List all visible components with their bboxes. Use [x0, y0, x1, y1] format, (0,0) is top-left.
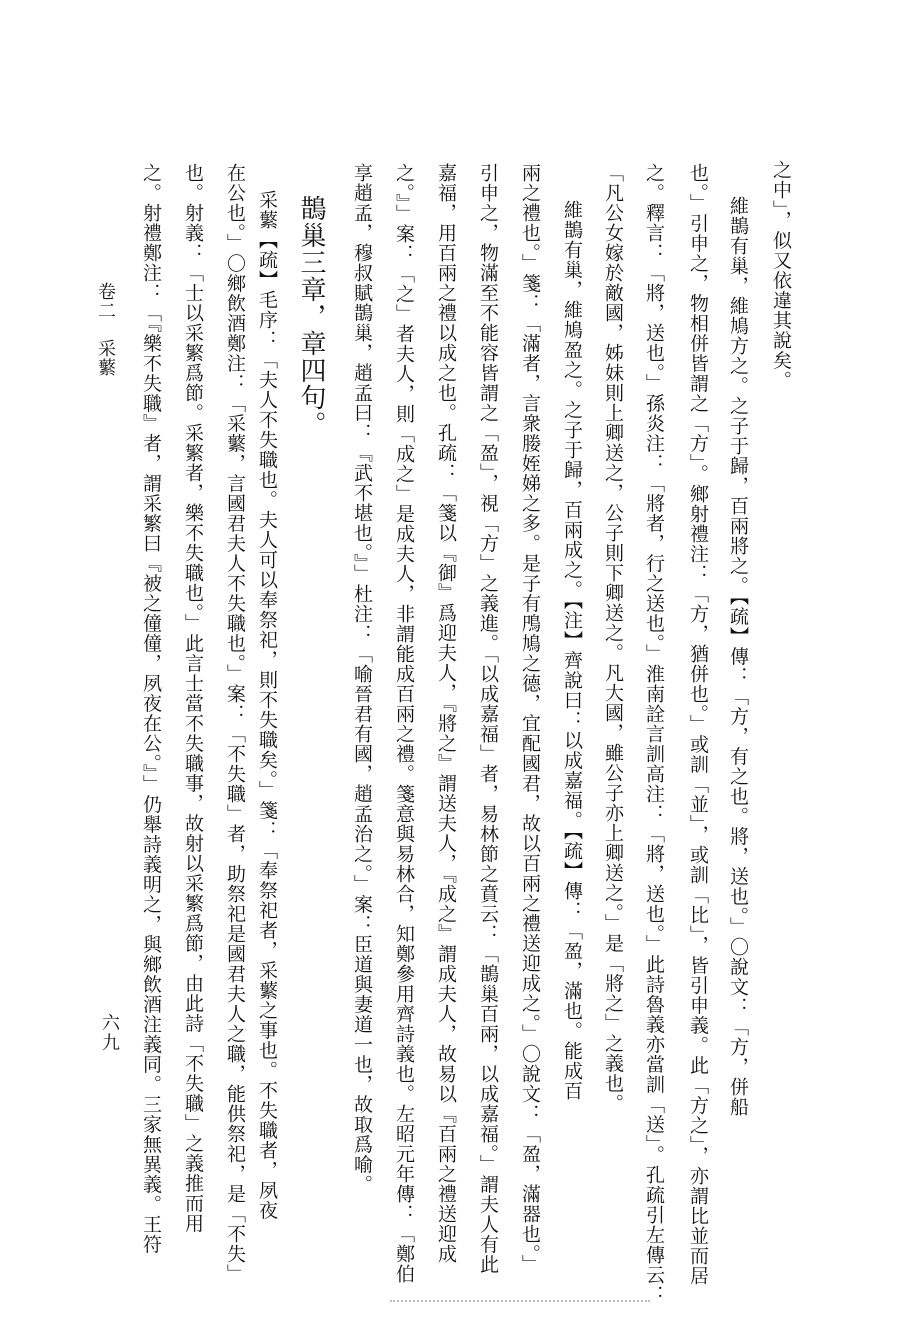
text-line-10: 之。』」案：「之」者夫人，則「成之」是成夫人，非謂能成百兩之禮。箋意與易林合，知鄭參用齊詩義也。左昭元年傳：「鄭伯 — [393, 163, 415, 1284]
text-line-8: 引申之，物滿至不能容皆謂之「盈」，視「方」之義進。「以成嘉福」者，易林節之賁云：「鵲巢百兩，以成嘉福。」謂夫人有此 — [477, 163, 499, 1275]
chapter-summary: 鵲巢三章，章四句。 — [296, 195, 326, 438]
text-line-4: 之。釋言：「將，送也。」孫炎注：「將者，行之送也。」淮南詮言訓高注：「將，送也。」此詩魯義亦當訓「送」。孔疏引左傳云： — [643, 163, 665, 1305]
scan-dots-decoration — [390, 1300, 650, 1306]
text-line-6: 維鵲有巢，維鳩盈之。之子于歸，百兩成之。【注】齊說曰：以成嘉福。【疏】傳：「盈，滿也。能成百 — [561, 200, 583, 1101]
text-line-15: 也。射義：「士以采繁爲節。采繁者，樂不失職也。」此言士當不失職事，故射以采繁爲節，由此詩「不失職」之義推而用 — [182, 163, 204, 1234]
text-line-3: 也。」引申之，物相併皆謂之「方」。鄉射禮注：「方，猶併也。」或訓「並」，或訓「比」，皆引申義。此「方之」，亦謂比並而居 — [687, 163, 709, 1286]
text-line-9: 嘉福，用百兩之禮以成之也。孔疏：「箋以『御』爲迎夫人，『將之』謂送夫人，『成之』謂成夫人，故易以『百兩之禮送迎成 — [435, 163, 457, 1264]
running-footer: 卷二 采蘩 — [95, 282, 116, 377]
text-line-5: 「凡公女嫁於敵國，姊妹則上卿送之，公子則下卿送之。凡大國，雖公子亦上卿送之。」是「將之」之義也。 — [602, 163, 624, 1114]
text-line-13: 采蘩【疏】毛序：「夫人不失職也。夫人可以奉祭祀，則不失職矣。」箋：「奉祭祀者，采蘩之事也。不失職者，夙夜 — [256, 190, 278, 1221]
text-line-1: 之中」，似又依違其說矣。 — [770, 160, 792, 391]
text-line-16: 之。射禮鄭注：「『樂不失職』者，謂采繁曰『被之僮僮，夙夜在公。』」仍舉詩義明之，與鄉飲酒注義同。三家無異義。王符 — [140, 163, 162, 1255]
text-line-7: 兩之禮也。」箋：「滿者，言衆媵姪娣之多。是子有鳲鳩之德，宜配國君，故以百兩之禮送迎成之。」〇說文：「盈，滿器也。」 — [519, 163, 541, 1275]
text-line-11: 享趙孟，穆叔賦鵲巢，趙孟曰：『武不堪也。』」杜注：「喻晉君有國，趙孟治之。」案：臣道與妻道一也，故取爲喻。 — [351, 163, 373, 1195]
page-number: 六九 — [99, 1013, 120, 1053]
text-line-14: 在公也。」〇鄉飲酒鄭注：「采蘩，言國君夫人不失職也。」案：「不失職」者，助祭祀是國君夫人之職，能供祭祀，是「不失」 — [224, 163, 246, 1284]
text-line-2: 維鵲有巢，維鳩方之。之子于歸，百兩將之。【疏】傳：「方，有之也。將，送也。」〇說文：「方，併船 — [727, 196, 749, 1117]
